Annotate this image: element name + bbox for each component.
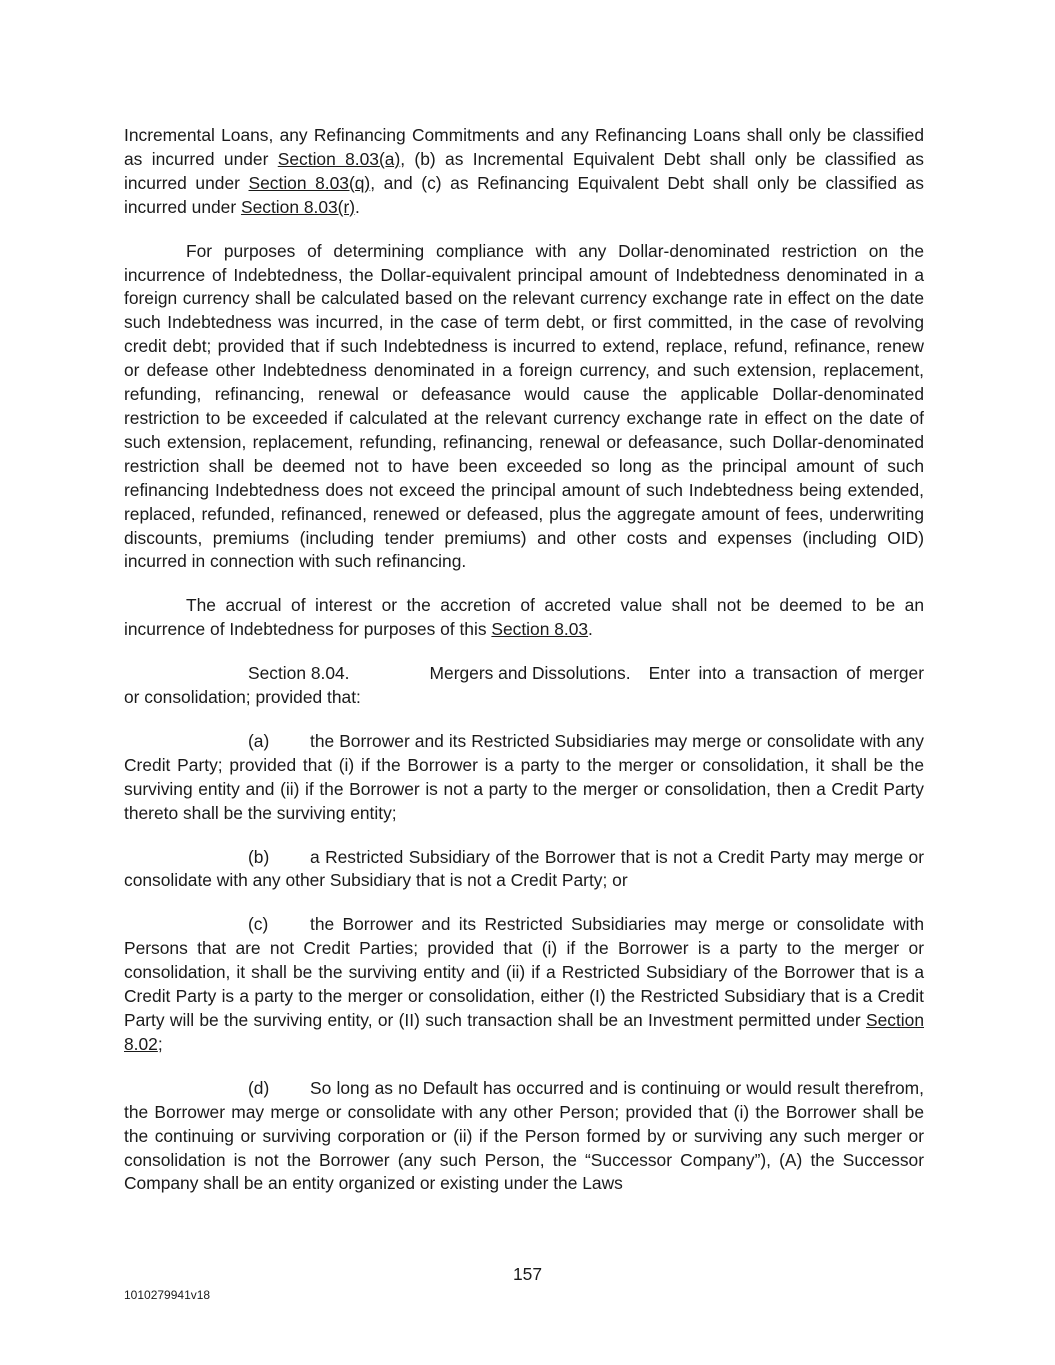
item-text-end: ; xyxy=(157,1033,163,1054)
item-text: So long as no Default has occurred and is continuing or would result therefrom, the Borrower may merge or consolidate with any other Person; provided that (i) the Borrower shall be the continuing or surviving corporation or (ii) if the Person formed by or surviving any such merger or consolidation is not the Borrower (any such Person, the “Successor Company”), (A) the Successor Company shall be an entity organized or existing under the Laws xyxy=(124,1077,924,1194)
item-label: (c) xyxy=(248,914,269,935)
item-label: (d) xyxy=(248,1077,270,1098)
list-item-d xyxy=(124,1077,924,1197)
section-reference: Section 8.03(r) xyxy=(240,196,356,217)
paragraph-text: . xyxy=(355,196,360,217)
section-reference: Section 8.03(a) xyxy=(277,148,401,169)
item-label: (a) xyxy=(248,730,270,751)
list-item-b xyxy=(124,846,924,894)
section-heading-paragraph xyxy=(124,662,924,710)
document-id: 1010279941v18 xyxy=(124,1288,211,1302)
item-text: a Restricted Subsidiary of the Borrower that is not a Credit Party may merge or consolidate with any other Subsidiary that is not a Credit Party; or xyxy=(124,846,924,891)
item-text: the Borrower and its Restricted Subsidiaries may merge or consolidate with Persons that are not Credit Parties; provided that (i) if the Borrower is a party to the merger or consolidation, it shall be the surviving entity and (ii) if a Restricted Subsidiary of the Borrower that is a Credit Party is a party to the merger or consolidation, either (I) the Restricted Subsidiary that is a Credit Party will be the surviving entity, or (II) such transaction shall be an Investment permitted under xyxy=(124,914,924,1030)
paragraph-text: , (b) as Incremental Equivalent Debt shall only be classified as incurred under xyxy=(124,148,924,193)
page-number: 157 xyxy=(512,1264,542,1284)
paragraph-classification xyxy=(124,124,924,220)
paragraph-accrual xyxy=(124,594,924,642)
list-item-a xyxy=(124,730,924,826)
section-number: Section 8.04. xyxy=(248,663,350,684)
section-text: Enter into a transaction of merger or consolidation; provided that: xyxy=(124,663,924,708)
section-title: Mergers and Dissolutions. xyxy=(429,663,631,684)
paragraph-text: . xyxy=(588,619,593,640)
paragraph-text: Incremental Loans, any Refinancing Commitments and any Refinancing Loans shall only be classified as incurred under xyxy=(124,125,924,169)
section-reference: Section 8.03 xyxy=(491,619,589,640)
paragraph-text: The accrual of interest or the accretion of accreted value shall not be deemed to be an incurrence of Indebtedness for purposes of this xyxy=(124,595,924,640)
paragraph-text: , and (c) as Refinancing Equivalent Debt shall only be classified as incurred under xyxy=(124,172,924,217)
document-body xyxy=(124,124,924,1216)
list-item-c xyxy=(124,913,924,1056)
section-reference: Section 8.03(q) xyxy=(248,172,371,193)
paragraph-dollar-denominated: For purposes of determining compliance with any Dollar-denominated restriction on the incurrence of Indebtedness, the Dollar-equivalent principal amount of Indebtedness denominated in a foreign currency shall be calculated based on the relevant currency exchange rate in effect on the date such Indebtedness was incurred, in the case of term debt, or first committed, in the case of revolving credit debt; provided that if such Indebtedness is incurred to extend, replace, refund, refinance, renew or defease other Indebtedness denominated in a foreign currency, and such extension, replacement, refunding, refinancing, renewal or defeasance would cause the applicable Dollar-denominated restriction to be exceeded if calculated at the relevant currency exchange rate in effect on the date of such extension, replacement, refunding, refinancing, renewal or defeasance, such Dollar-denominated restriction shall be deemed not to have been exceeded so long as the principal amount of such refinancing Indebtedness does not exceed the principal amount of such Indebtedness being extended, replaced, refunded, refinanced, renewed or defeased, plus the aggregate amount of fees, underwriting discounts, premiums (including tender premiums) and other costs and expenses (including OID) incurred in connection with such refinancing. xyxy=(124,240,924,572)
item-text: the Borrower and its Restricted Subsidiaries may merge or consolidate with any Credit Party; provided that (i) if the Borrower is a party to the merger or consolidation, it shall be the surviving entity and (ii) if the Borrower is not a party to the merger or consolidation, then a Credit Party thereto shall be the surviving entity; xyxy=(124,730,924,823)
section-reference: Section 8.02 xyxy=(124,1010,924,1054)
item-label: (b) xyxy=(248,846,270,867)
